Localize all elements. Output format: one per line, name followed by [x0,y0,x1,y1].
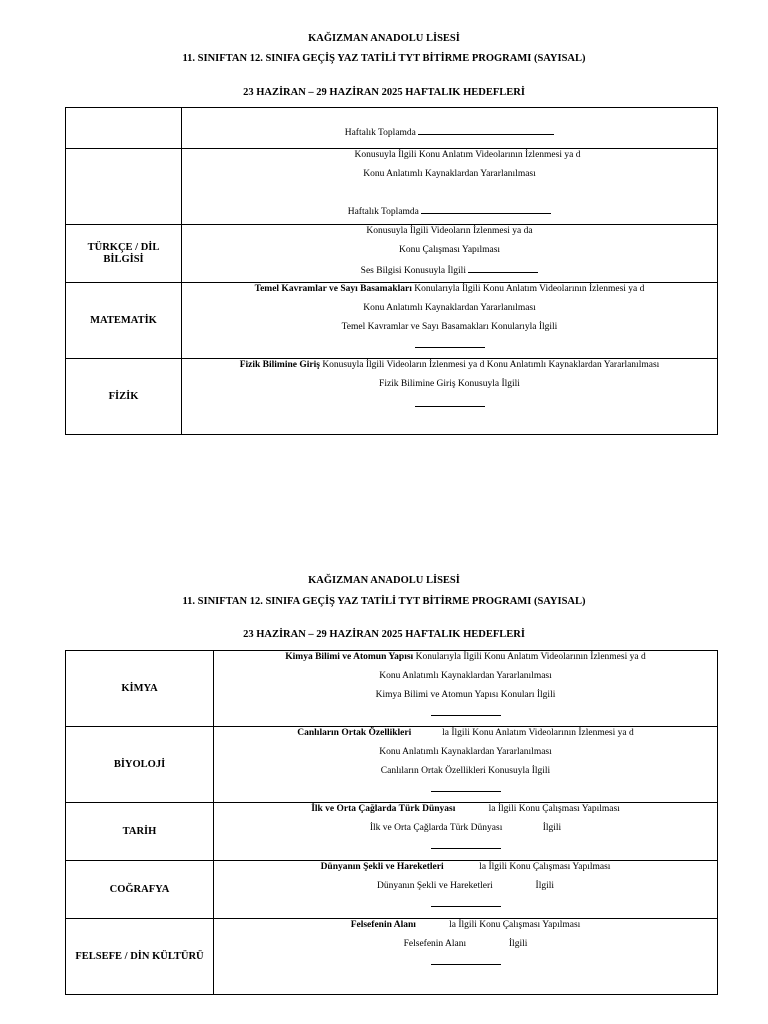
week-title: 23 HAZİRAN – 29 HAZİRAN 2025 HAFTALIK HEDEFLERİ [243,629,525,640]
goals-table-2 [65,650,718,995]
table-row [66,108,718,149]
goal-cell [182,225,718,283]
subject-fizik: FİZİK [66,359,182,435]
fill-in-blank [418,125,554,135]
table-row [66,225,718,283]
goal-cell [182,108,718,149]
goal-line: Konu Anlatımlı Kaynaklardan Yararlanılması [363,303,536,313]
goal-line: Konusuyla İlgili Konu Anlatım Videolarının İzlenmesi ya d [354,150,581,160]
fill-in-blank [421,204,551,214]
goal-line: Konusuyla İlgili Videoların İzlenmesi ya da [366,226,533,236]
subject-tarih: TARİH [66,803,214,861]
program-title: 11. SINIFTAN 12. SINIFA GEÇİŞ YAZ TATİLİ TYT BİTİRME PROGRAMI (SAYISAL) [182,596,586,607]
goal-line: Dünyanın Şekli ve Hareketleri İlgili [376,881,555,891]
goal-line: la İlgili Konu Çalışması Yapılması [443,862,611,872]
table-row [66,803,718,861]
goal-cell [182,149,718,225]
goal-line: Ses Bilgisi Konusuyla İlgili [360,266,466,276]
goal-cell [214,651,718,727]
table-row [66,651,718,727]
goal-cell [214,727,718,803]
table-row [66,359,718,435]
fill-in-blank [431,844,501,849]
table-row [66,861,718,919]
goal-line: la İlgili Konu Çalışması Yapılması [415,920,581,930]
weekly-total-label: Haftalık Toplamda [347,207,419,217]
goals-table-1 [65,107,718,435]
weekly-total-label: Haftalık Toplamda [344,128,416,138]
fill-in-blank [431,960,501,965]
subject-kimya: KİMYA [66,651,214,727]
topic-name: İlk ve Orta Çağlarda Türk Dünyası [311,804,456,814]
table-row [66,283,718,359]
fill-in-blank [468,263,538,273]
subject-turkce: TÜRKÇE / DİL BİLGİSİ [66,225,182,283]
subject-felsefe-din: FELSEFE / DİN KÜLTÜRÜ [66,919,214,995]
goal-cell [182,283,718,359]
goal-line: Konularıyla İlgili Konu Anlatım Videolarının İzlenmesi ya d [413,652,646,662]
table-row [66,727,718,803]
program-title: 11. SINIFTAN 12. SINIFA GEÇİŞ YAZ TATİLİ TYT BİTİRME PROGRAMI (SAYISAL) [182,53,586,64]
subject-biyoloji: BİYOLOJİ [66,727,214,803]
topic-name: Felsefenin Alanı [350,920,416,930]
topic-name: Temel Kavramlar ve Sayı Basamakları [254,284,412,294]
goal-line: la İlgili Konu Çalışması Yapılması [455,804,620,814]
fill-in-blank [415,402,485,407]
goal-cell [214,919,718,995]
goal-line: Konu Çalışması Yapılması [398,245,501,255]
goal-cell [182,359,718,435]
table-row [66,919,718,995]
goal-line: Konu Anlatımlı Kaynaklardan Yararlanılması [379,747,552,757]
goal-line: Temel Kavramlar ve Sayı Basamakları Konularıyla İlgili [341,322,558,332]
goal-line: Konu Anlatımlı Kaynaklardan Yararlanılması [379,671,552,681]
subject-cell-empty [66,149,182,225]
topic-name: Kimya Bilimi ve Atomun Yapısı [285,652,414,662]
week-title: 23 HAZİRAN – 29 HAZİRAN 2025 HAFTALIK HEDEFLERİ [243,87,525,98]
goal-cell [214,861,718,919]
school-title: KAĞIZMAN ANADOLU LİSESİ [308,33,460,44]
table-row [66,149,718,225]
goal-line: Konusuyla İlgili Videoların İzlenmesi ya d Konu Anlatımlı Kaynaklardan Yararlanılması [319,360,660,370]
topic-name: Dünyanın Şekli ve Hareketleri [320,862,444,872]
goal-line: Konu Anlatımlı Kaynaklardan Yararlanılması [363,169,536,179]
goal-cell [214,803,718,861]
goal-line: Canlıların Ortak Özellikleri Konusuyla İlgili [380,766,551,776]
goal-line: Kimya Bilimi ve Atomun Yapısı Konuları İlgili [375,690,556,700]
topic-name: Canlıların Ortak Özellikleri [297,728,412,738]
fill-in-blank [431,711,501,716]
fill-in-blank [431,902,501,907]
goal-line: Fizik Bilimine Giriş Konusuyla İlgili [379,379,520,389]
subject-cografya: COĞRAFYA [66,861,214,919]
fill-in-blank [431,787,501,792]
subject-cell-empty [66,108,182,149]
school-title: KAĞIZMAN ANADOLU LİSESİ [308,575,460,586]
goal-line: Felsefenin Alanı İlgili [403,939,528,949]
topic-name: Fizik Bilimine Giriş [239,360,320,370]
goal-line: İlk ve Orta Çağlarda Türk Dünyası İlgili [369,823,562,833]
goal-line: Konularıyla İlgili Konu Anlatım Videolarının İzlenmesi ya d [411,284,645,294]
subject-matematik: MATEMATİK [66,283,182,359]
fill-in-blank [415,343,485,348]
goal-line: la İlgili Konu Anlatım Videolarının İzlenmesi ya d [411,728,634,738]
